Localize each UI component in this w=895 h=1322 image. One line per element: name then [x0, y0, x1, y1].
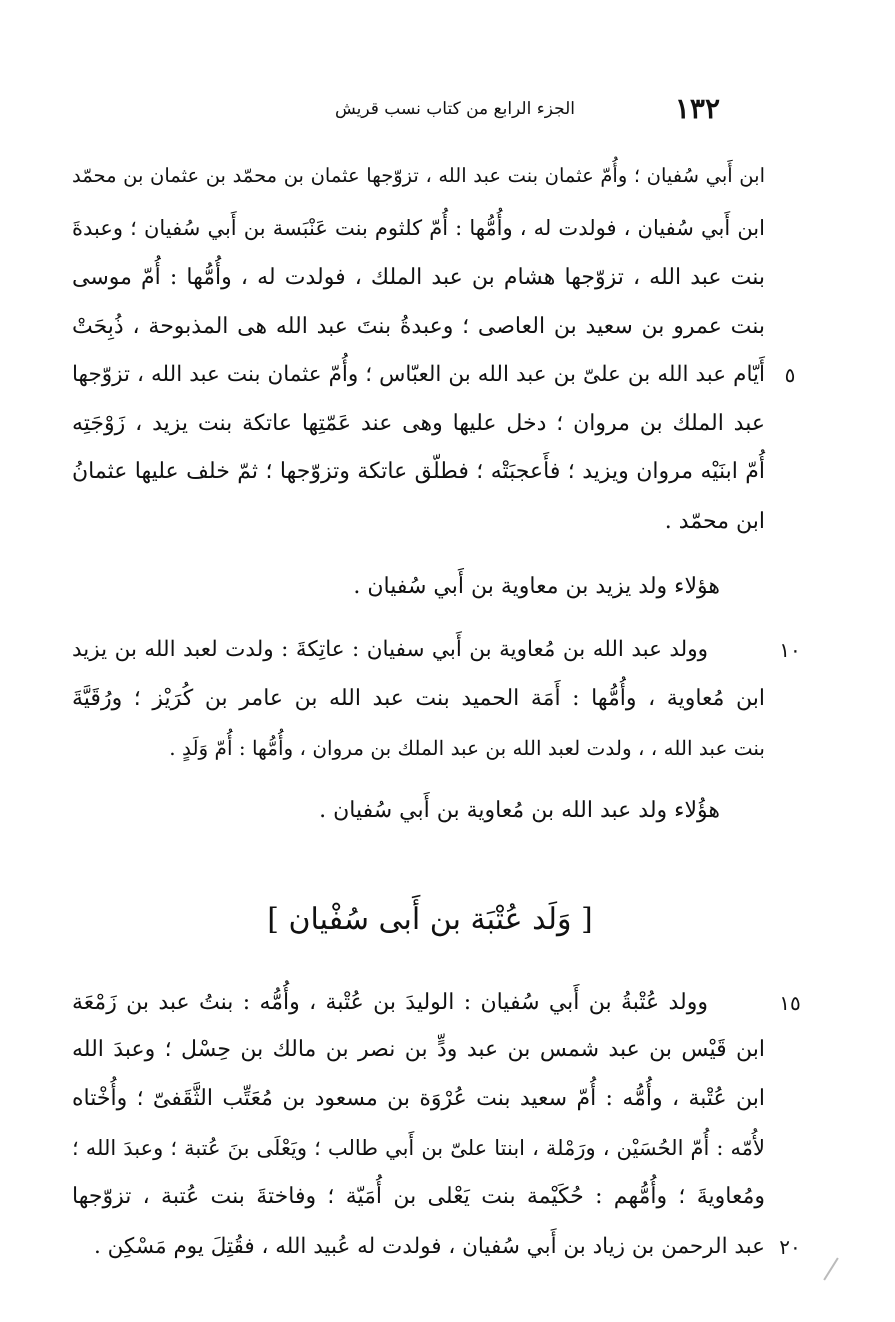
text-line: ابن أَبي سُفيان ؛ وأُمّ عثمان بنت عبد الله ، تزوّجها عثمان بن محمّد بن عثمان بن محمّد — [72, 164, 765, 187]
text-line: ابن أَبي سُفيان ، فولدت له ، وأُمُّها : أُمّ كلثوم بنت عَنْبَسة بن أَبي سُفيان ؛ وعبدةَ — [72, 216, 765, 240]
summary-line: هؤلاء ولد يزيد بن معاوية بن أَبي سُفيان . — [353, 574, 720, 599]
page-number: ١٣٢ — [674, 92, 720, 125]
text-line: وولد عبد الله بن مُعاوية بن أَبي سفيان : عاتِكةَ : ولدت لعبد الله بن يزيد — [72, 637, 708, 662]
text-line: ابن قَيْس بن عبد شمس بن عبد ودٍّ بن نصر بن مالك بن حِسْل ؛ وعبدَ الله — [72, 1037, 765, 1062]
text-line: بنت عبد الله ، ، ولدت لعبد الله بن عبد الملك بن مروان ، وأُمُّها : أُمّ وَلَدٍ . — [169, 736, 765, 760]
text-line: بنت عبد الله ، تزوّجها هشام بن عبد الملك ، فولدت له ، وأُمُّها : أُمّ موسى — [72, 265, 765, 290]
line-number-10: ١٠ — [779, 638, 801, 662]
text-line: أَيّام عبد الله بن علىّ بن عبد الله بن العبّاس ؛ وأُمّ عثمان بنت عبد الله ، تزوّجها — [72, 362, 765, 387]
section-heading: [ وَلَد عُتْبَة بن أَبى سُفْيان ] — [267, 902, 593, 937]
page-header — [300, 92, 720, 126]
line-number-5: ٥ — [784, 363, 796, 387]
text-line: عبد الرحمن بن زياد بن أَبي سُفيان ، فولدت له عُبيد الله ، فقُتِلَ يوم مَسْكِن . — [94, 1234, 765, 1259]
margin-mark — [823, 1257, 838, 1280]
text-line: وولد عُتْبةُ بن أَبي سُفيان : الوليدَ بن عُتْبة ، وأُمُّه : بنتُ عبد بن زَمْعَة — [72, 990, 708, 1015]
summary-line: هؤُلاء ولد عبد الله بن مُعاوية بن أَبي سُفيان . — [319, 798, 720, 823]
text-line: أُمّ ابنَيْه مروان ويزيد ؛ فأَعجبَتْه ؛ فطلّق عاتكة وتزوّجها ؛ ثمّ خلف عليها عثمانُ — [72, 459, 765, 484]
text-line: ومُعاويةَ ؛ وأُمُّهم : حُكَيْمة بنت يَعْلى بن أُمَيّة ؛ وفاختةَ بنت عُتبة ، تزوّجها — [72, 1184, 765, 1209]
line-number-15: ١٥ — [779, 991, 801, 1015]
text-line: عبد الملك بن مروان ؛ دخل عليها وهى عند عَمّتِها عاتكة بنت يزيد ، زَوْجَتِه — [72, 411, 765, 436]
text-line: ابن مُعاوية ، وأُمُّها : أَمَة الحميد بنت عبد الله بن عامر بن كُرَيْز ؛ ورُقَيَّةَ — [72, 686, 765, 711]
text-line: لأُمّه : أُمّ الحُسَيْن ، ورَمْلة ، ابنتا علىّ بن أَبي طالب ؛ ويَعْلَى بنَ عُتبة ؛ وعبدَ الله ؛ — [72, 1136, 765, 1160]
line-number-20: ٢٠ — [779, 1235, 801, 1259]
running-title: الجزء الرابع من كتاب نسب قريش — [334, 99, 575, 119]
text-line: ابن محمّد . — [664, 509, 765, 534]
text-line: بنت عمرو بن سعيد بن العاصى ؛ وعبدةُ بنتَ عبد الله هى المذبوحة ، ذُبِحَتْ — [72, 314, 765, 339]
text-line: ابن عُتْبة ، وأُمُّه : أُمّ سعيد بنت عُرْوَة بن مسعود بن مُعَتِّب الثَّقَفىّ ؛ وأُخْتاه — [72, 1086, 765, 1111]
